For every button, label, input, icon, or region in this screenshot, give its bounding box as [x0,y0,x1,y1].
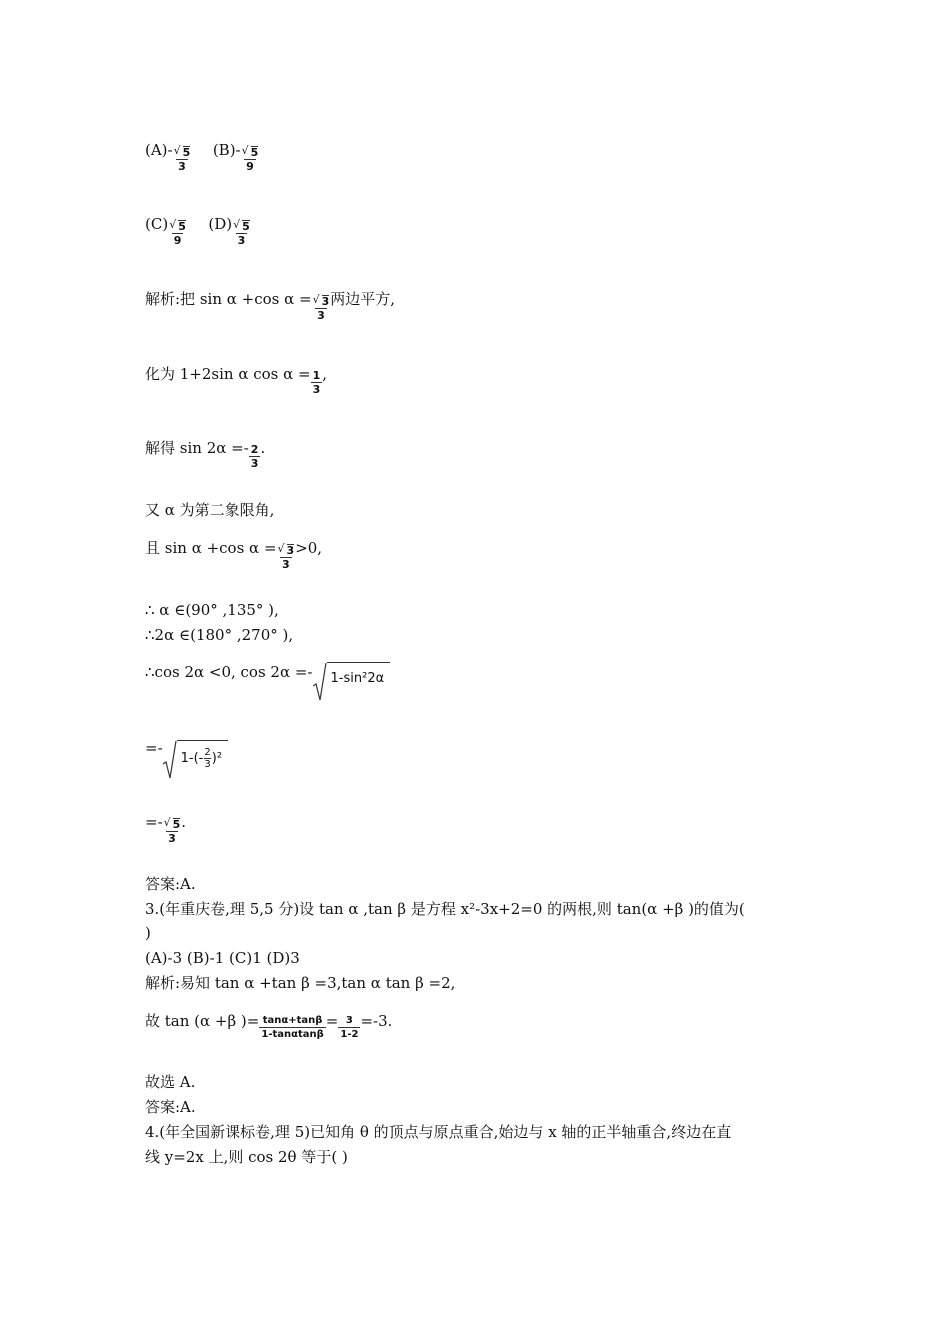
radical: 1-sin²2α [313,662,391,693]
answer-q3: 答案:A. [145,1098,196,1116]
option-b-label: (B)- [212,141,241,159]
solution-line-2: 化为 1+2sin α cos α = $\frac{1}{3}$ , [145,365,328,396]
solution-line-4: 又 α 为第二象限角, [145,501,275,519]
fraction: $\frac{2}{3}$ [250,443,259,470]
option-d-label: (D) [208,215,233,233]
option-b-fraction: √ $\frac{5}{9}$ [241,146,260,173]
answer-q2: 答案:A. [145,875,196,893]
q3-choose: 故选 A. [145,1073,196,1091]
fraction: √ $\frac{5}{3}$ [163,818,182,845]
option-row-ab [145,140,259,173]
radical: 1-(- $\frac{2}{3}$ )² [163,740,228,774]
fraction: √ $\frac{3}{3}$ [277,544,296,571]
q4-stem-line-2: 线 y=2x 上,则 cos 2θ 等于( ) [145,1148,348,1166]
option-d-fraction: √ $\frac{5}{3}$ [232,220,251,247]
fraction: √ $\frac{3}{3}$ [312,295,331,322]
fraction: $\frac{\tan\alpha+\tan\beta}{1-\tan\alpha\tan\beta}$ [261,1015,324,1040]
solution-line-5: 且 sin α +cos α = √ $\frac{3}{3}$ >0, [145,538,322,571]
option-c-fraction: √ $\frac{5}{9}$ [168,220,187,247]
option-a-label: (A)- [145,141,173,159]
q4-stem-line-1: 4.(年全国新课标卷,理 5)已知角 θ 的顶点与原点重合,始边与 x 轴的正半轴重合,终边在直 [145,1123,732,1141]
q3-stem-line-1: 3.(年重庆卷,理 5,5 分)设 tan α ,tan β 是方程 x²-3x+2=0 的两根,则 tan(α +β )的值为( [145,900,745,918]
option-a-fraction: √ $\frac{5}{3}$ [173,146,192,173]
q3-stem-line-2: ) [145,924,151,942]
solution-line-6: ∴ α ∈(90° ,135° ), [145,601,279,619]
fraction: $\frac{2}{3}$ [204,747,211,770]
solution-line-1: 解析:把 sin α +cos α = √ $\frac{3}{3}$ 两边平方, [145,289,395,322]
solution-line-9: =- 1-(- $\frac{2}{3}$ )² [145,738,228,774]
fraction: $\frac{3}{1-2}$ [340,1015,359,1040]
solution-line-10: =- √ $\frac{5}{3}$ . [145,812,186,845]
solution-line-8: ∴cos 2α <0, cos 2α =- 1-sin²2α [145,662,390,693]
option-row-cd [145,214,251,247]
option-c-label: (C) [145,215,169,233]
q3-options: (A)-3 (B)-1 (C)1 (D)3 [145,949,300,967]
q3-solution-line-1: 解析:易知 tan α +tan β =3,tan α tan β =2, [145,974,456,992]
solution-line-7: ∴2α ∈(180° ,270° ), [145,626,294,644]
q3-solution-line-2: 故 tan (α +β )= $\frac{\tan\alpha+\tan\beta}{1-\tan\alpha\tan\beta}$ = $\frac{3}{1-2}$ =-3. [145,1012,393,1040]
solution-line-3: 解得 sin 2α =- $\frac{2}{3}$ . [145,439,266,470]
fraction: $\frac{1}{3}$ [312,369,321,396]
